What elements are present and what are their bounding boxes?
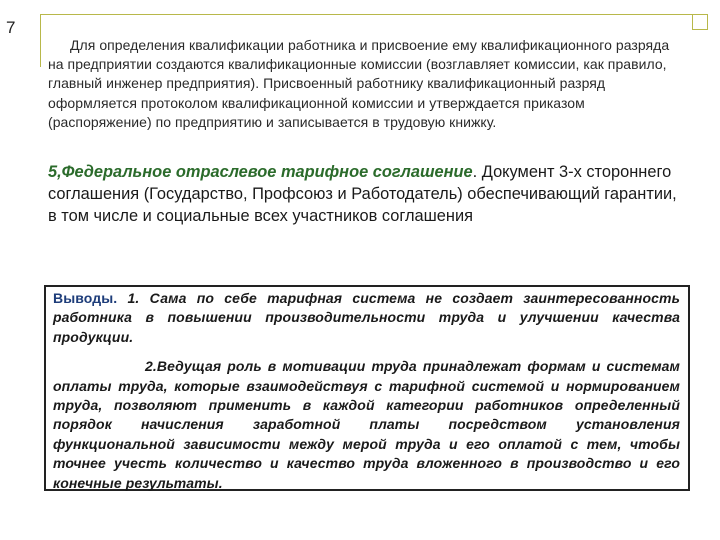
conclusion-point-1 — [53, 289, 680, 347]
conclusion-point-2: 2.Ведущая роль в мотивации труда принадлежат формам и системам оплаты труда, которые взаимодействуя с тарифной системой и нормированием труда, позволяют применить в каждой категории работников определенный порядок начисления заработной платы посредством установления функциональной зависимости между мерой труда и его оплатой с тем, чтобы точнее учесть количество и качество труда вложенного в производство и его конечные результаты. — [53, 358, 680, 491]
slide-number: 7 — [6, 18, 16, 37]
conclusions-heading: Выводы. — [53, 290, 118, 306]
tariff-agreement-title: 5,Федеральное отраслевое тарифное соглашение — [48, 163, 473, 181]
tariff-agreement-paragraph — [48, 161, 688, 227]
tariff-agreement-text: . Документ 3-х стороннего соглашения (Государство, Профсоюз и Работодатель) обеспечивающий гарантии, в том числе и социальные всех участников соглашения — [48, 163, 677, 225]
corner-square-decoration — [692, 14, 708, 30]
conclusion-point-1-text: 1. Сама по себе тарифная система не создает заинтересованность работника в повышении производительности труда и улучшении качества продукции. — [53, 290, 680, 345]
conclusions-box — [44, 285, 690, 491]
qualification-paragraph: Для определения квалификации работника и присвоение ему квалификационного разряда на предприятии создаются квалификационные комиссии (возглавляет комиссии, как правило, главный инженер предприятия). Присвоенный работнику квалификационный разряд оформляется протоколом квалификационной комиссии и утверждается приказом (распоряжение) по предприятию и записывается в трудовую книжку. — [48, 37, 670, 130]
